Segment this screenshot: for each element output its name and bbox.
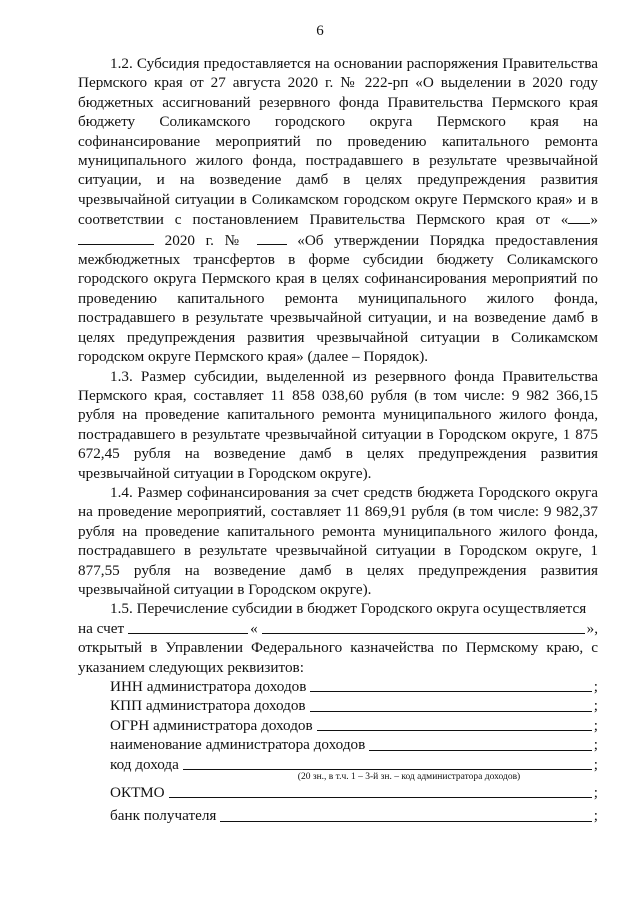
req-bank-row xyxy=(110,806,598,825)
req-name-label: наименование администратора доходов xyxy=(110,736,366,754)
year-number-text: 2020 г. № xyxy=(164,231,246,249)
semicolon: ; xyxy=(593,755,598,773)
req-ogrn-label: ОГРН администратора доходов xyxy=(110,716,313,734)
account-label: на счет xyxy=(78,619,125,637)
req-bank-field[interactable] xyxy=(220,820,591,822)
semicolon: ; xyxy=(593,736,598,754)
req-ogrn-row xyxy=(110,716,598,735)
req-bank-label: банк получателя xyxy=(110,807,217,825)
quote-close: » xyxy=(590,211,598,229)
req-ogrn-field[interactable] xyxy=(317,729,592,731)
req-kpp-field[interactable] xyxy=(310,710,592,712)
paragraph-1-2-text: 1.2. Субсидия предоставляется на основании распоряжения Правительства Пермского края от 27 августа 2020 г. № 222-рп «О выделении в 2020 году бюджетных ассигнований резервного фонда Правительства Пермского края бюджету Соликамского городского округа Пермского края на софинансирование мероприятий по проведению капитального ремонта муниципального жилого фонда, пострадавшего в результате чрезвычайной ситуации, и на возведение дамб в целях предупреждения развития чрезвычайной ситуации в Соликамском городском округе Пермского края» и в соответствии с постановлением Правительства Пермского края от « xyxy=(78,55,598,229)
req-oktmo-field[interactable] xyxy=(169,796,592,798)
req-code-hint: (20 зн., в т.ч. 1 – 3-й зн. – код администратора доходов) xyxy=(297,772,521,783)
blank-number[interactable] xyxy=(257,230,287,245)
account-number-field[interactable] xyxy=(128,632,248,634)
paragraph-1-4: 1.4. Размер софинансирования за счет средств бюджета Городского округа на проведение мероприятий, составляет 11 869,91 рубля (в том числе: 9 982,37 рубля на проведение капитального ремонта муниципального жилого фонда, пострадавшего в результате чрезвычайной ситуации в Городском округе, 1 877,55 рубля на возведение дамб в целях предупреждения развития чрезвычайной ситуации в Городском округе). xyxy=(78,483,598,598)
req-oktmo-row xyxy=(110,783,598,802)
semicolon: ; xyxy=(593,678,598,695)
paragraph-1-2-tail: «Об утверждении Порядка предоставления межбюджетных трансфертов в форме субсидии бюджету Соликамского городского округа Пермского края в целях софинансирования мероприятий по проведению капитального ремонта муниципального жилого фонда, пострадавшего в результате чрезвычайной ситуации, и на возведение дамб в целях предупреждения развития чрезвычайной ситуации в Соликамском городском округе Пермского края» (далее – Порядок). xyxy=(78,231,598,366)
blank-month[interactable] xyxy=(78,230,154,245)
req-code-field[interactable] xyxy=(183,768,592,770)
document-body xyxy=(78,54,598,826)
paragraph-1-5-rest: открытый в Управлении Федерального казначейства по Пермскому краю, с указанием следующих реквизитов: xyxy=(78,639,598,676)
quote-open: « xyxy=(250,619,258,637)
req-oktmo-label: ОКТМО xyxy=(110,784,165,802)
requisites-list xyxy=(78,677,598,826)
req-inn-label: ИНН администратора доходов xyxy=(110,678,307,695)
semicolon: ; xyxy=(593,784,598,802)
req-kpp-row xyxy=(110,696,598,715)
quote-close-comma: », xyxy=(586,619,598,637)
req-code-label: код дохода xyxy=(110,755,179,773)
req-kpp-label: КПП администратора доходов xyxy=(110,697,306,715)
semicolon: ; xyxy=(593,697,598,715)
req-inn-field[interactable] xyxy=(310,690,591,692)
req-inn-row xyxy=(110,677,598,696)
paragraph-1-3: 1.3. Размер субсидии, выделенной из резервного фонда Правительства Пермского края, составляет 11 858 038,60 рубля (в том числе: 9 982 366,15 рубля на проведение капитального ремонта муниципального жилого фонда, пострадавшего в результате чрезвычайной ситуации в Городском округе, 1 875 672,45 рубля на возведение дамб в целях предупреждения развития чрезвычайной ситуации в Городском округе). xyxy=(78,367,598,482)
blank-day[interactable] xyxy=(568,209,590,224)
account-line xyxy=(78,619,598,638)
account-name-field[interactable] xyxy=(262,632,585,634)
paragraph-1-2 xyxy=(78,54,598,367)
req-name-field[interactable] xyxy=(369,749,591,751)
req-name-row xyxy=(110,735,598,754)
semicolon: ; xyxy=(593,807,598,825)
semicolon: ; xyxy=(593,716,598,734)
page-number: 6 xyxy=(316,23,324,39)
paragraph-1-5: 1.5. Перечисление субсидии в бюджет Городского округа осуществляется xyxy=(110,600,587,618)
